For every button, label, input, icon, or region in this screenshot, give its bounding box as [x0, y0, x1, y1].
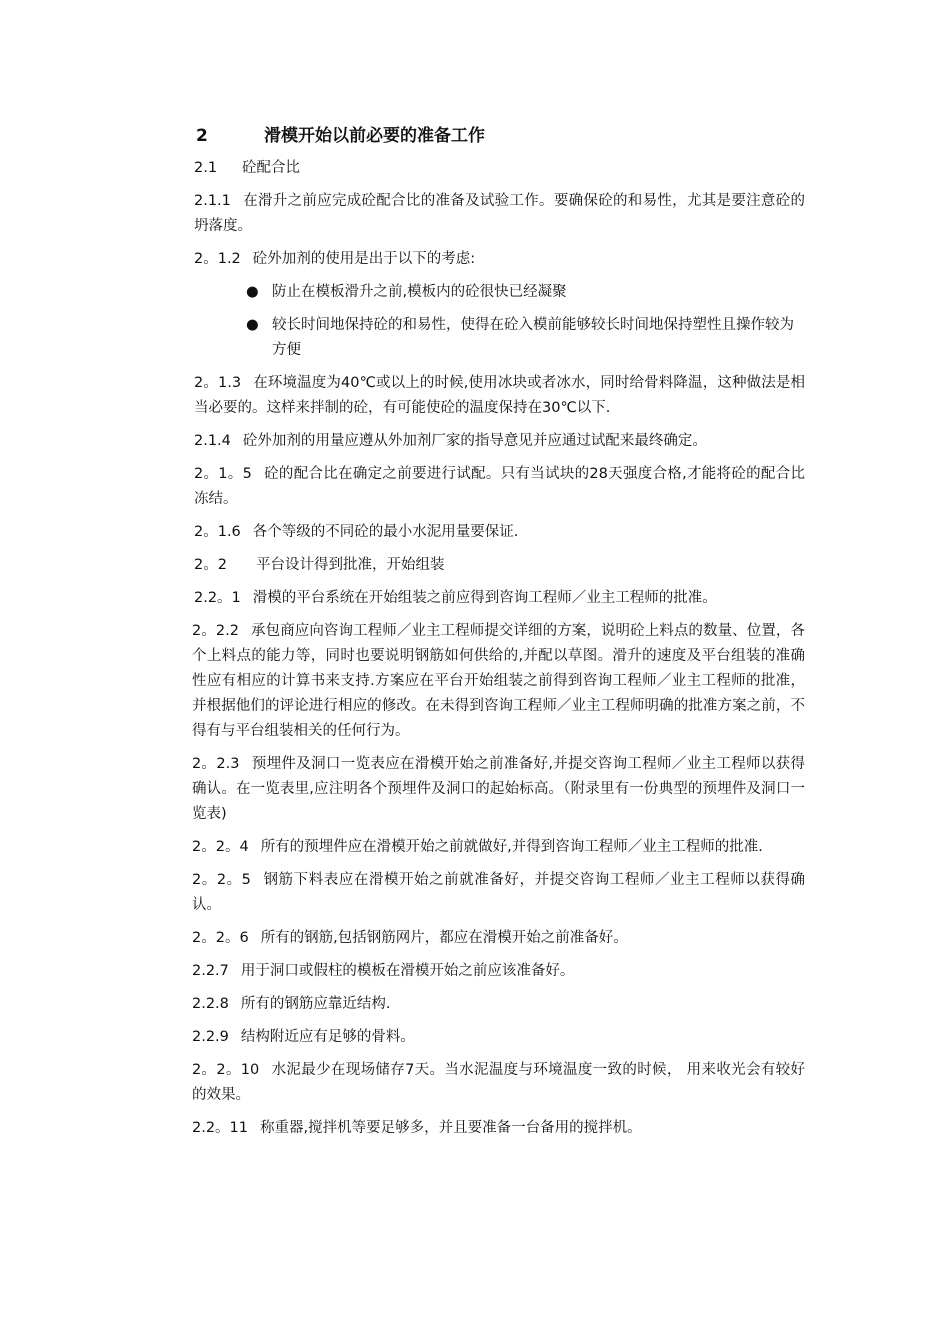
item-text: 平台设计得到批准，开始组装 [256, 557, 445, 573]
item-number: 2。2。4 [192, 839, 249, 855]
item-text: 砼外加剂的使用是出于以下的考虑: [252, 251, 476, 267]
item-text: 所有的钢筋,包括钢筋网片，都应在滑模开始之前准备好。 [260, 930, 628, 946]
section-heading [196, 122, 805, 150]
bullet-text: 防止在模板滑升之前,模板内的砼很快已经凝聚 [272, 284, 567, 300]
bullet-dot-icon: ● [246, 284, 259, 300]
item-number: 2.1.1 [194, 193, 231, 209]
item-number: 2。2.2 [192, 623, 239, 639]
clause-2-1-5 [190, 462, 805, 512]
clause-2-1-2 [190, 247, 805, 272]
clause-2-2-2 [190, 619, 805, 744]
item-number: 2.2。1 [194, 590, 241, 606]
item-text: 所有的预埋件应在滑模开始之前就做好,并得到咨询工程师／业主工程师的批准. [260, 839, 763, 855]
item-text: 用于洞口或假柱的模板在滑模开始之前应该准备好。 [240, 963, 575, 979]
clause-2-2-3 [190, 752, 805, 827]
clause-2-1-3 [190, 371, 805, 421]
item-text: 所有的钢筋应靠近结构. [240, 996, 391, 1012]
bullet-item [190, 280, 805, 305]
item-number: 2.2.8 [192, 996, 229, 1012]
item-number: 2。1.2 [194, 251, 241, 267]
item-text: 各个等级的不同砼的最小水泥用量要保证. [252, 524, 519, 540]
clause-2-2-11 [190, 1116, 805, 1141]
clause-2-2-6 [190, 926, 805, 951]
item-number: 2.1 [194, 160, 218, 176]
clause-2-2-9 [190, 1025, 805, 1050]
item-number: 2.2.7 [192, 963, 229, 979]
subsection-2-2 [190, 553, 805, 578]
item-text: 水泥最少在现场储存7天。当水泥温度与环境温度一致的时候， 用来收光会有较好的效果。 [192, 1062, 805, 1103]
clause-2-2-5 [190, 868, 805, 918]
item-text: 砼外加剂的用量应遵从外加剂厂家的指导意见并应通过试配来最终确定。 [242, 433, 707, 449]
clause-2-2-1 [190, 586, 805, 611]
item-text: 结构附近应有足够的骨料。 [240, 1029, 415, 1045]
item-text: 承包商应向咨询工程师／业主工程师提交详细的方案，说明砼上料点的数量、位置，各个上料点的能力等，同时也要说明钢筋如何供给的,并配以草图。滑升的速度及平台组装的准确性应有相应的计算书来支持.方案应在平台开始组装之前得到咨询工程师／业主工程师的批准，并根据他们的评论进行相应的修改。在未得到咨询工程师／业主工程师明确的批准方案之前，不得有与平台组装相关的任何行为。 [192, 623, 805, 739]
clause-2-1-4 [190, 429, 805, 454]
clause-2-1-1 [190, 189, 805, 239]
item-text: 滑模的平台系统在开始组装之前应得到咨询工程师／业主工程师的批准。 [252, 590, 717, 606]
item-number: 2.2.9 [192, 1029, 229, 1045]
section-title: 滑模开始以前必要的准备工作 [264, 126, 485, 146]
clause-2-2-4 [190, 835, 805, 860]
bullet-text: 较长时间地保持砼的和易性，使得在砼入模前能够较长时间地保持塑性且操作较为方便 [272, 317, 794, 358]
item-number: 2。2 [194, 557, 227, 573]
clause-2-2-7 [190, 959, 805, 984]
item-number: 2。2。6 [192, 930, 249, 946]
item-text: 称重器,搅拌机等要足够多，并且要准备一台备用的搅拌机。 [260, 1120, 642, 1136]
item-text: 在滑升之前应完成砼配合比的准备及试验工作。要确保砼的和易性，尤其是要注意砼的坍落度。 [194, 193, 805, 234]
item-text: 在环境温度为40℃或以上的时候,使用冰块或者冰水，同时给骨料降温，这种做法是相当必要的。这样来拌制的砼，有可能使砼的温度保持在30℃以下. [194, 375, 805, 416]
item-text: 砼的配合比在确定之前要进行试配。只有当试块的28天强度合格,才能将砼的配合比冻结。 [194, 466, 805, 507]
subsection-2-1 [194, 156, 805, 181]
section-number: 2 [196, 126, 208, 146]
bullet-dot-icon: ● [246, 317, 259, 333]
item-text: 砼配合比 [242, 160, 300, 176]
item-number: 2。1.6 [194, 524, 241, 540]
item-number: 2。2。5 [192, 872, 251, 888]
item-number: 2。1.3 [194, 375, 242, 391]
bullet-item [190, 313, 805, 363]
item-number: 2。1。5 [194, 466, 252, 482]
clause-2-1-6 [190, 520, 805, 545]
clause-2-2-10 [190, 1058, 805, 1108]
item-number: 2。2.3 [192, 756, 240, 772]
clause-2-2-8 [190, 992, 805, 1017]
item-text: 钢筋下料表应在滑模开始之前就准备好，并提交咨询工程师／业主工程师以获得确认。 [192, 872, 805, 913]
item-number: 2.1.4 [194, 433, 231, 449]
item-number: 2.2。11 [192, 1120, 249, 1136]
document-body [190, 122, 805, 1149]
bullet-list [190, 280, 805, 363]
item-number: 2。2。10 [192, 1062, 260, 1078]
item-text: 预埋件及洞口一览表应在滑模开始之前准备好,并提交咨询工程师／业主工程师以获得确认。在一览表里,应注明各个预埋件及洞口的起始标高。（附录里有一份典型的预埋件及洞口一览表) [192, 756, 805, 822]
